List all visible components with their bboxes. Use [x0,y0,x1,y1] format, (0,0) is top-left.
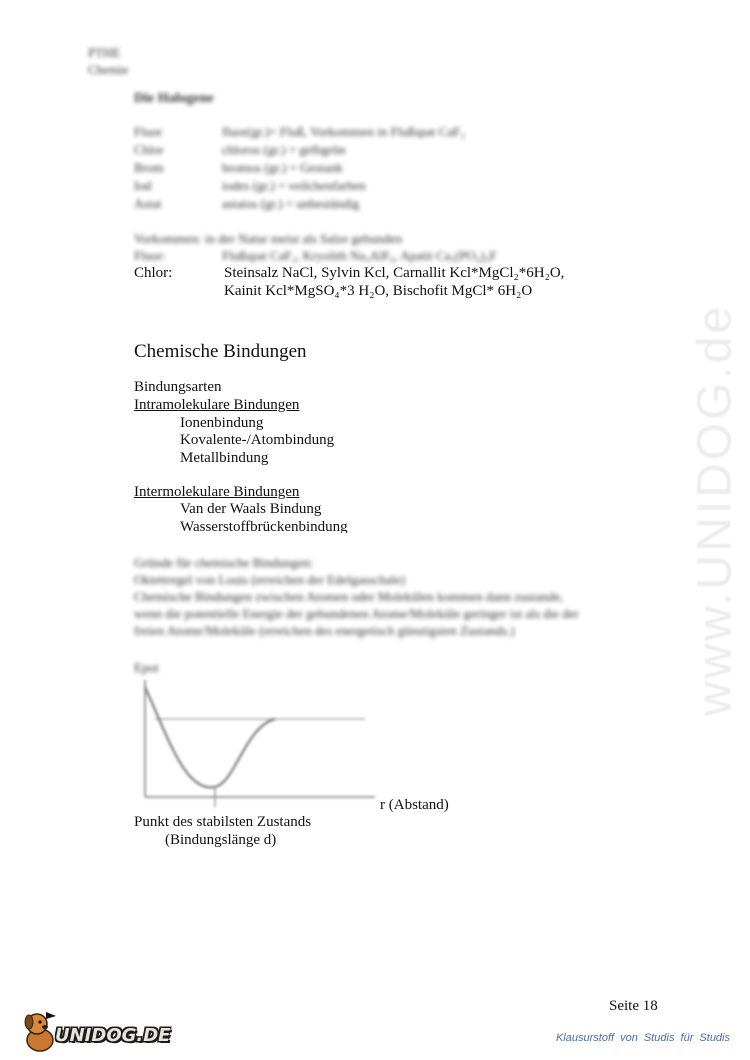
intermolecular-item: Wasserstoffbrückenbindung [180,519,348,533]
header-subject: Chemie [88,62,129,77]
fluor-occurrence: Flußspat CaF₂, Kryolith Na₃AlF₆, Apatit Ca₅(PO₄)₃F [222,248,497,263]
logo-text: UNIDOG.DE [55,1025,171,1046]
section-heading: Chemische Bindungen [134,341,307,362]
intermolecular-label: Intermolekulare Bindungen [134,484,300,500]
intramolecular-item: Ionenbindung [180,415,264,431]
header-course: PTHE [88,45,121,60]
page-number: Seite 18 [609,998,658,1014]
chlor-occurrence-line2: Kainit Kcl*MgSO₄*3 H₂O, Bischofit MgCl* 6H₂O [224,283,533,299]
halogen-name: Brom [134,160,164,175]
halogen-name: Chlor [134,142,164,157]
reasons-title: Gründe für chemische Bindungen: [134,555,314,570]
halogen-desc: iodes (gr.) = veilchenfarben [222,178,366,193]
halogen-desc: astatos (gr.) = unbeständig [222,196,360,211]
halogen-desc: chloros (gr.) = gelbgrün [222,142,346,157]
halogen-name: Iod [134,178,152,193]
intramolecular-item: Kovalente-/Atombindung [180,432,335,448]
halogen-desc: fluor(gr.)= Fluß, Vorkommen in Flußspat CaF₂ [222,124,465,139]
chlor-occurrence-line1: Steinsalz NaCl, Sylvin Kcl, Carnallit Kcl*MgCl₂*6H₂O, [224,265,565,281]
potential-energy-diagram [125,675,385,810]
halogen-name: Astat [134,196,162,211]
footer-tagline: Klausurstoff von Studis für Studis [555,1032,730,1044]
energy-curve [145,687,275,787]
occurrence-intro: Vorkommen: in der Natur meist als Salze gebunden [134,231,403,246]
diagram-graphics [145,680,375,807]
intermolecular-item: Van der Waals Bindung [180,501,322,517]
reasons-line: Oktettregel von Louis (erreichen der Edelgasschale) [134,572,406,587]
reasons-line: wenn die potentielle Energie der gebundenen Atome/Moleküle geringer ist als die der [134,606,579,621]
reasons-line: Chemische Bindungen zwischen Atomen oder Molekülen kommen dann zustande, [134,589,564,604]
intramolecular-label: Intramolekulare Bindungen [134,397,300,413]
halogen-name: Fluor [134,124,163,139]
halogen-title: Die Halogene [134,91,214,106]
fluor-label: Fluor: [134,248,166,263]
bond-types-label: Bindungsarten [134,379,222,395]
y-axis-label: Epot [134,660,159,675]
halogen-desc: bromos (gr.) = Gestank [222,160,343,175]
dog-mascot-icon [20,1010,60,1054]
chlor-label: Chlor: [134,265,173,281]
x-axis-label: r (Abstand) [380,797,449,813]
reasons-line: freien Atome/Moleküle (erreichen des energetisch günstigsten Zustands.) [134,623,515,638]
diagram-caption: Punkt des stabilsten Zustands [134,814,312,830]
diagram-caption-sub: (Bindungslänge d) [165,832,277,848]
watermark: www.UNIDOG.de [688,303,742,717]
intramolecular-item: Metallbindung [180,450,269,466]
